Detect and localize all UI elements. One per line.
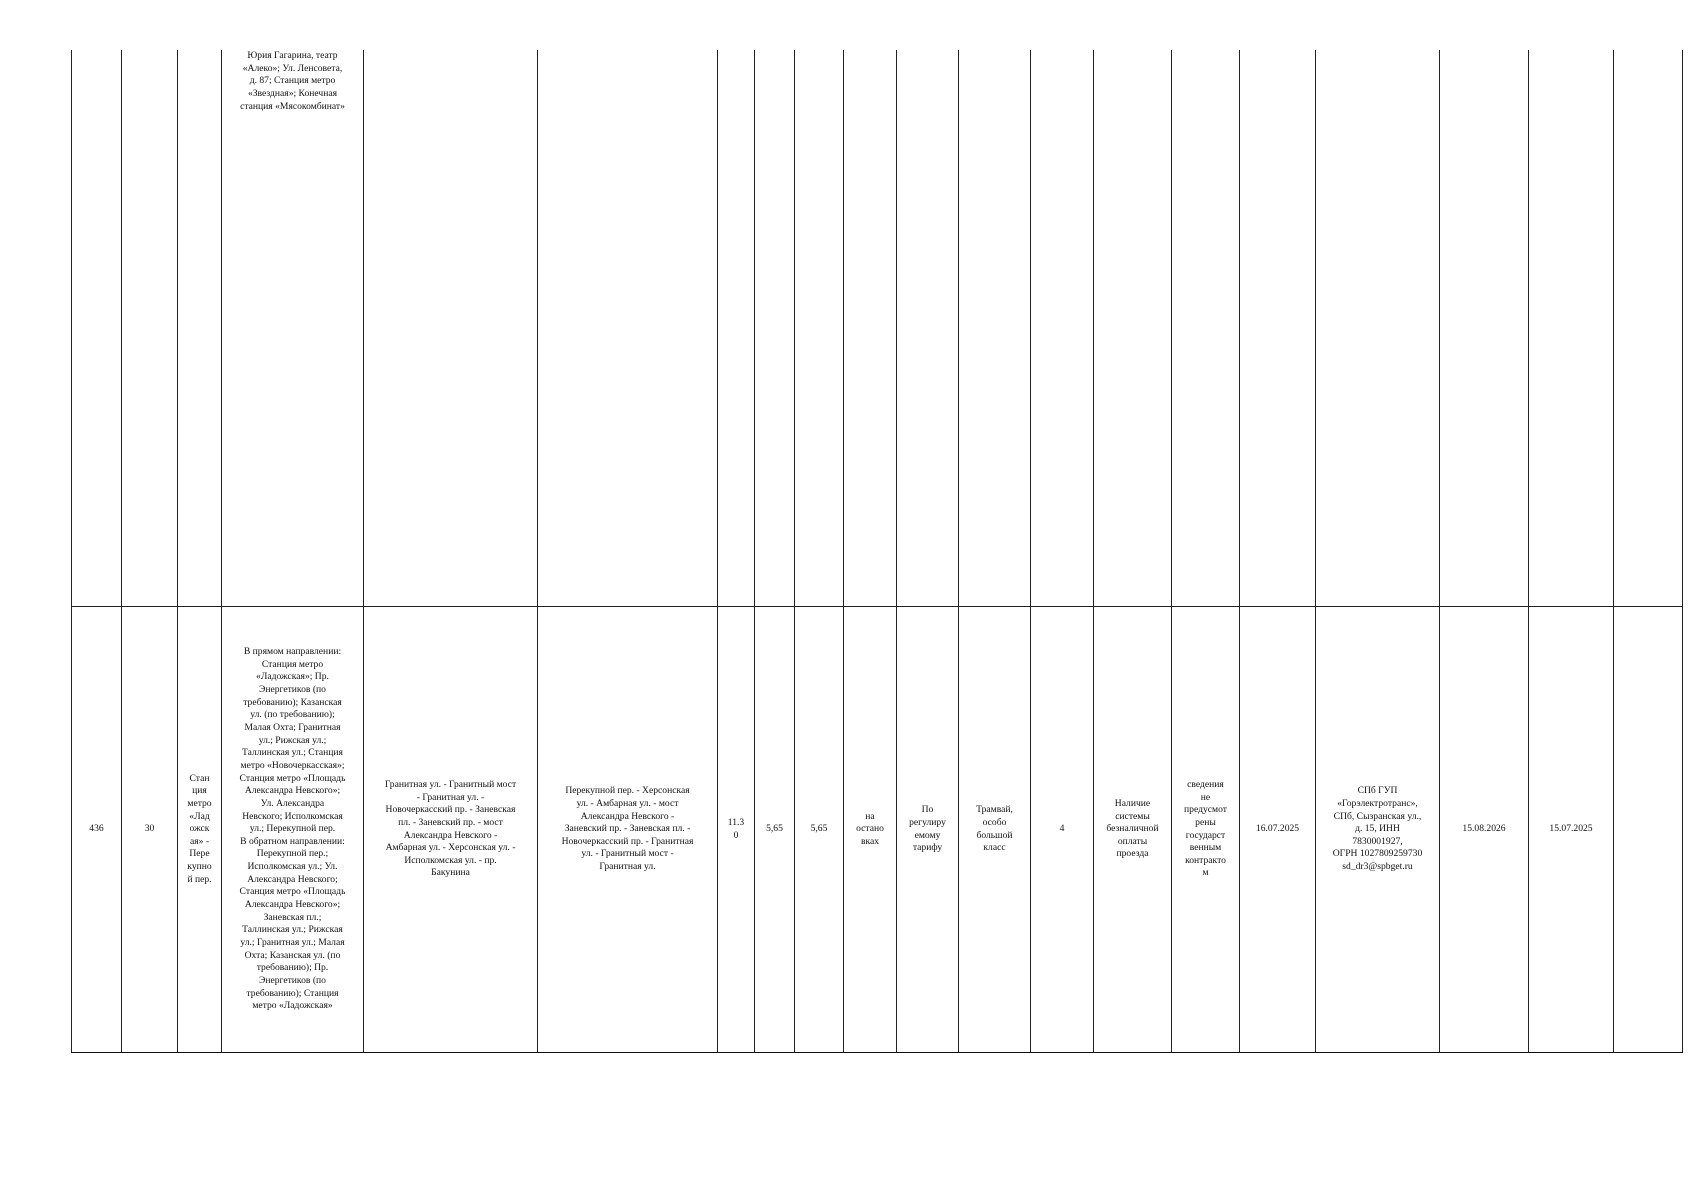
route-name-cell: Стан ция метро «Лад ожск ая» - Пере купно й пер. — [178, 607, 222, 1053]
route-registry-table — [71, 50, 1683, 1053]
streets-backward-cell: Перекупной пер. - Херсонская ул. - Амбарная ул. - мост Александра Невского - Заневский пр. - Заневская пл. - Новочеркасский пр. - Гранитная ул. - Гранитный мост - Гранитная ул. — [538, 607, 718, 1053]
tariff-cell: По регулиру емому тарифу — [897, 607, 959, 1053]
route-no-cell — [122, 50, 178, 607]
contract-cell — [1172, 50, 1240, 607]
length-forward-cell — [755, 50, 795, 607]
table-row — [72, 607, 1683, 1053]
vehicle-count-cell: 4 — [1031, 607, 1094, 1053]
length-cell — [718, 50, 755, 607]
route-name-cell — [178, 50, 222, 607]
streets-backward-cell — [538, 50, 718, 607]
reg-no-cell: 436 — [72, 607, 122, 1053]
stops-cell: В прямом направлении: Станция метро «Ладожская»; Пр. Энергетиков (по требованию); Казанская ул. (по требованию); Малая Охта; Гранитная ул.; Рижская ул.; Таллинская ул.; Станция метро «Новочеркасская»; Станция метро «Площадь Александра Невского»; Ул. Александра Невского; Исполкомская ул.; Перекупной пер. В обратном направлении: Перекупной пер.; Исполкомская ул.; Ул. Александра Невского; Станция метро «Площадь Александра Невского»; Заневская пл.; Таллинская ул.; Рижская ул.; Гранитная ул.; Малая Охта; Казанская ул. (по требованию); Пр. Энергетиков (по требованию); Станция метро «Ладожская» — [222, 607, 364, 1053]
length-forward-cell: 5,65 — [755, 607, 795, 1053]
carrier-cell — [1316, 50, 1440, 607]
end-date-cell — [1440, 50, 1529, 607]
table-row — [72, 50, 1683, 607]
vehicle-cell — [959, 50, 1031, 607]
length-cell: 11.3 0 — [718, 607, 755, 1053]
boarding-cell: на остано вках — [844, 607, 897, 1053]
length-backward-cell: 5,65 — [795, 607, 844, 1053]
stops-cell: Юрия Гагарина, театр «Алеко»; Ул. Ленсовета, д. 87; Станция метро «Звездная»; Конечная станция «Мясокомбинат» — [222, 50, 364, 607]
tariff-cell — [897, 50, 959, 607]
carrier-cell: СПб ГУП «Горэлектротранс», СПб, Сызранская ул., д. 15, ИНН 7830001927, ОГРН 1027809259730 sd_dr3@spbget.ru — [1316, 607, 1440, 1053]
start-date-cell — [1240, 50, 1316, 607]
vehicle-count-cell — [1031, 50, 1094, 607]
boarding-cell — [844, 50, 897, 607]
contract-cell: сведения не предусмот рены государст венным контракто м — [1172, 607, 1240, 1053]
streets-forward-cell: Гранитная ул. - Гранитный мост - Гранитная ул. - Новочеркасский пр. - Заневская пл. - Заневский пр. - мост Александра Невского - Амбарная ул. - Херсонская ул. - Исполкомская ул. - пр. Бакунина — [364, 607, 538, 1053]
streets-forward-cell — [364, 50, 538, 607]
extra-cell — [1614, 50, 1683, 607]
payment-cell — [1094, 50, 1172, 607]
length-backward-cell — [795, 50, 844, 607]
payment-cell: Наличие системы безналичной оплаты проезда — [1094, 607, 1172, 1053]
date2-cell — [1529, 50, 1614, 607]
extra-cell — [1614, 607, 1683, 1053]
end-date-cell: 15.08.2026 — [1440, 607, 1529, 1053]
route-no-cell: 30 — [122, 607, 178, 1053]
start-date-cell: 16.07.2025 — [1240, 607, 1316, 1053]
vehicle-cell: Трамвай, особо большой класс — [959, 607, 1031, 1053]
date2-cell: 15.07.2025 — [1529, 607, 1614, 1053]
reg-no-cell — [72, 50, 122, 607]
